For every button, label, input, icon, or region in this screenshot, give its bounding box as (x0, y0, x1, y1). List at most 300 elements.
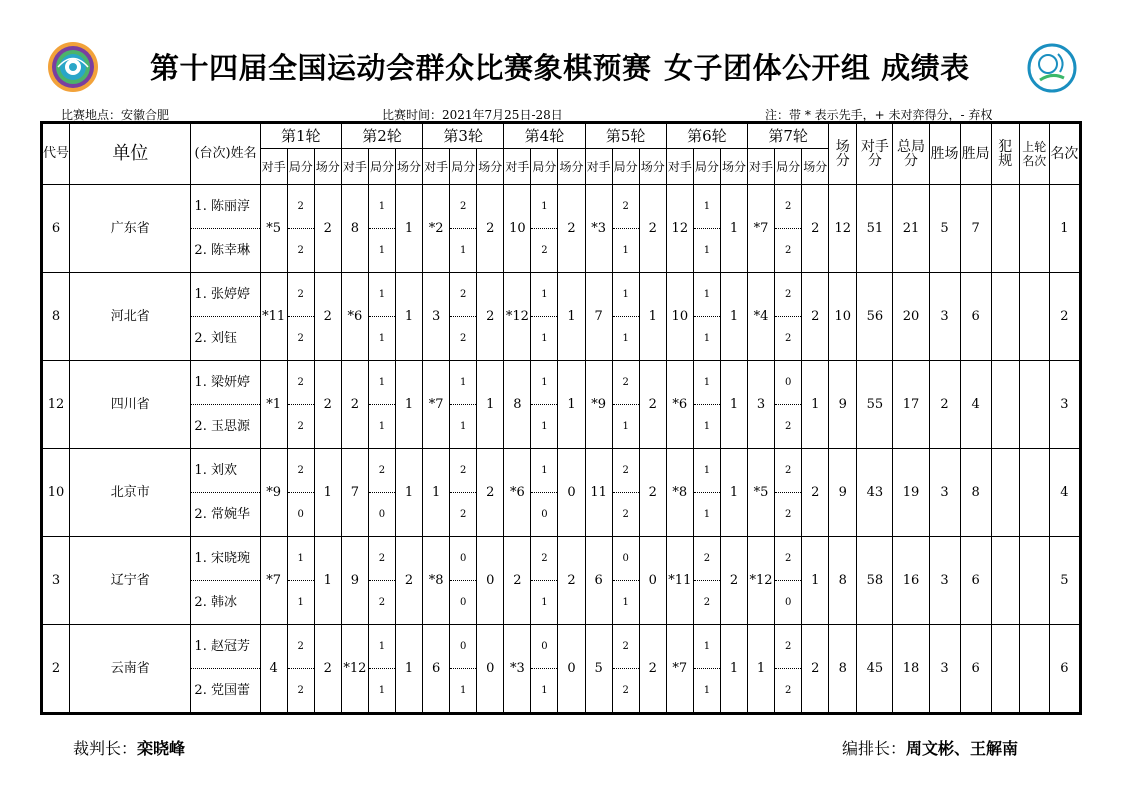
subheader-game-r7: 局分 (775, 149, 802, 185)
player-names (191, 273, 260, 361)
player-1: 1. 梁妍婷 (191, 361, 259, 405)
venue-text: 比赛地点：安徽合肥 (61, 108, 170, 122)
wins-match: 3 (929, 625, 960, 714)
round-game-scores (693, 537, 720, 625)
round-match-points: 1 (802, 537, 829, 625)
board-1-score: 2 (369, 537, 395, 581)
board-1-score: 2 (613, 625, 639, 669)
board-2-score: 2 (784, 245, 792, 256)
round-match-points: 1 (396, 361, 423, 449)
board-2-score: 2 (460, 333, 467, 344)
board-1-score: 2 (288, 273, 314, 317)
team-code: 2 (42, 625, 70, 714)
round-game-scores (531, 273, 558, 361)
team-row (42, 273, 1081, 361)
team-unit: 四川省 (70, 361, 191, 449)
opponent-score: 43 (857, 449, 893, 537)
team-unit: 云南省 (70, 625, 191, 714)
subheader-game-r5: 局分 (612, 149, 639, 185)
team-row (42, 361, 1081, 449)
header-code: 代号 (42, 123, 70, 185)
round-match-points: 2 (314, 185, 341, 273)
header-match-total: 场分 (829, 123, 857, 185)
header-rank: 名次 (1049, 123, 1080, 185)
round-match-points: 2 (396, 537, 423, 625)
round-game-scores (775, 185, 802, 273)
chess-association-logo (1026, 42, 1078, 94)
rank: 5 (1049, 537, 1080, 625)
board-1-score: 2 (288, 625, 314, 669)
game-total: 20 (893, 273, 929, 361)
round-opponent: 11 (585, 449, 612, 537)
fouls (991, 185, 1019, 273)
round-match-points: 2 (639, 625, 666, 714)
board-2-score: 2 (297, 421, 304, 432)
subheader-opp-r6: 对手 (666, 149, 693, 185)
round-match-points: 1 (802, 361, 829, 449)
board-1-score: 2 (288, 449, 314, 493)
round-game-scores (450, 361, 477, 449)
round-opponent: 5 (585, 625, 612, 714)
round-match-points: 2 (314, 361, 341, 449)
board-2-score: 2 (784, 421, 792, 432)
round-game-scores (287, 185, 314, 273)
board-1-score: 2 (613, 449, 639, 493)
header-game-total: 总局分 (893, 123, 929, 185)
header-round-6: 第6轮 (666, 123, 747, 149)
team-row (42, 449, 1081, 537)
round-game-scores (450, 625, 477, 714)
team-unit: 辽宁省 (70, 537, 191, 625)
arbiter-name: 周文彬、王解南 (906, 739, 1019, 758)
header-fouls: 犯规 (991, 123, 1019, 185)
round-match-points: 1 (720, 273, 747, 361)
subheader-opp-r3: 对手 (423, 149, 450, 185)
round-game-scores (693, 361, 720, 449)
round-game-scores (287, 361, 314, 449)
legend-note: 注：带 * 表示先手，+ 未对弈得分，- 弃权 (765, 108, 993, 122)
time-text: 比赛时间：2021年7月25日-28日 (382, 108, 563, 122)
round-game-scores (531, 361, 558, 449)
round-opponent: *7 (748, 185, 775, 273)
board-1-score: 1 (288, 537, 314, 581)
board-1-score: 1 (613, 273, 639, 317)
round-game-scores (450, 273, 477, 361)
round-opponent: *8 (423, 537, 450, 625)
round-opponent: *3 (504, 625, 531, 714)
round-game-scores (531, 625, 558, 714)
round-game-scores (450, 449, 477, 537)
board-2-score: 2 (297, 245, 304, 256)
round-match-points: 2 (639, 185, 666, 273)
round-opponent: *6 (341, 273, 368, 361)
round-game-scores (368, 361, 395, 449)
round-match-points: 1 (720, 625, 747, 714)
game-total: 17 (893, 361, 929, 449)
round-opponent: 2 (504, 537, 531, 625)
subheader-match-r6: 场分 (720, 149, 747, 185)
board-2-score: 0 (297, 509, 304, 520)
round-match-points: 1 (396, 273, 423, 361)
subheader-game-r3: 局分 (450, 149, 477, 185)
round-opponent: 12 (666, 185, 693, 273)
team-unit: 北京市 (70, 449, 191, 537)
player-names (191, 449, 260, 537)
subheader-match-r1: 场分 (314, 149, 341, 185)
board-1-score: 2 (450, 185, 476, 229)
subheader-match-r3: 场分 (477, 149, 504, 185)
header-round-3: 第3轮 (423, 123, 504, 149)
board-1-score: 1 (531, 273, 557, 317)
rank: 3 (1049, 361, 1080, 449)
game-total: 18 (893, 625, 929, 714)
board-2-score: 2 (541, 245, 548, 256)
round-game-scores (775, 449, 802, 537)
team-unit: 河北省 (70, 273, 191, 361)
round-game-scores (612, 449, 639, 537)
header-opp-total: 对手分 (857, 123, 893, 185)
player-1: 1. 宋晓琬 (191, 537, 259, 581)
board-1-score: 0 (531, 625, 557, 669)
board-1-score: 2 (775, 449, 801, 493)
round-game-scores (531, 537, 558, 625)
subheader-opp-r1: 对手 (260, 149, 287, 185)
player-1: 1. 刘欢 (191, 449, 259, 493)
header-prev-rank: 上轮名次 (1019, 123, 1049, 185)
board-2-score: 1 (622, 333, 629, 344)
round-match-points: 0 (558, 449, 585, 537)
board-1-score: 1 (694, 625, 720, 669)
header-round-5: 第5轮 (585, 123, 666, 149)
prev-rank (1019, 625, 1049, 714)
wins-game: 6 (960, 537, 991, 625)
round-match-points: 2 (639, 449, 666, 537)
round-opponent: 3 (748, 361, 775, 449)
round-opponent: *4 (748, 273, 775, 361)
board-2-score: 1 (378, 333, 386, 344)
wins-game: 6 (960, 625, 991, 714)
header-round-1: 第1轮 (260, 123, 341, 149)
fouls (991, 537, 1019, 625)
header-round-7: 第7轮 (748, 123, 829, 149)
round-opponent: *7 (423, 361, 450, 449)
board-2-score: 2 (622, 509, 629, 520)
round-game-scores (531, 449, 558, 537)
board-2-score: 1 (541, 597, 548, 608)
round-match-points: 1 (558, 273, 585, 361)
player-2: 2. 韩冰 (194, 595, 237, 610)
arbiter-label: 编排长： (842, 739, 907, 758)
round-opponent: 8 (504, 361, 531, 449)
round-match-points: 1 (314, 449, 341, 537)
round-match-points: 2 (477, 273, 504, 361)
board-1-score: 1 (531, 361, 557, 405)
round-opponent: 6 (423, 625, 450, 714)
round-opponent: 8 (341, 185, 368, 273)
round-game-scores (450, 185, 477, 273)
round-match-points: 2 (314, 625, 341, 714)
board-1-score: 1 (450, 361, 476, 405)
wins-match: 5 (929, 185, 960, 273)
match-total: 10 (829, 273, 857, 361)
game-total: 21 (893, 185, 929, 273)
round-game-scores (612, 273, 639, 361)
round-match-points: 1 (396, 625, 423, 714)
subheader-game-r2: 局分 (368, 149, 395, 185)
player-2: 2. 党国蕾 (194, 683, 250, 698)
board-1-score: 2 (450, 273, 476, 317)
round-opponent: *1 (260, 361, 287, 449)
round-game-scores (775, 361, 802, 449)
round-opponent: *8 (666, 449, 693, 537)
board-1-score: 2 (369, 449, 395, 493)
round-opponent: *3 (585, 185, 612, 273)
opponent-score: 45 (857, 625, 893, 714)
round-game-scores (612, 537, 639, 625)
subheader-opp-r5: 对手 (585, 149, 612, 185)
player-names (191, 361, 260, 449)
player-1: 1. 张婷婷 (191, 273, 259, 317)
header-wins-match: 胜场 (929, 123, 960, 185)
board-1-score: 2 (450, 449, 476, 493)
wins-game: 4 (960, 361, 991, 449)
subheader-opp-r4: 对手 (504, 149, 531, 185)
opponent-score: 55 (857, 361, 893, 449)
board-2-score: 1 (622, 421, 629, 432)
round-game-scores (612, 361, 639, 449)
national-games-logo (46, 40, 100, 94)
round-match-points: 1 (314, 537, 341, 625)
round-opponent: *7 (260, 537, 287, 625)
board-1-score: 2 (694, 537, 720, 581)
round-opponent: 1 (423, 449, 450, 537)
board-2-score: 2 (784, 509, 792, 520)
round-game-scores (612, 625, 639, 714)
player-2: 2. 玉思源 (194, 419, 250, 434)
round-match-points: 2 (639, 361, 666, 449)
match-total: 9 (829, 449, 857, 537)
round-game-scores (775, 273, 802, 361)
round-game-scores (693, 185, 720, 273)
rank: 2 (1049, 273, 1080, 361)
subheader-opp-r2: 对手 (341, 149, 368, 185)
wins-game: 8 (960, 449, 991, 537)
round-opponent: *11 (666, 537, 693, 625)
round-match-points: 2 (314, 273, 341, 361)
round-match-points: 1 (558, 361, 585, 449)
subheader-match-r2: 场分 (396, 149, 423, 185)
board-1-score: 1 (694, 449, 720, 493)
round-match-points: 1 (720, 361, 747, 449)
prev-rank (1019, 537, 1049, 625)
round-match-points: 2 (558, 185, 585, 273)
header-round-2: 第2轮 (341, 123, 422, 149)
board-2-score: 2 (784, 333, 792, 344)
round-match-points: 1 (396, 449, 423, 537)
board-2-score: 1 (378, 245, 386, 256)
player-names (191, 185, 260, 273)
round-match-points: 1 (477, 361, 504, 449)
board-2-score: 1 (460, 685, 467, 696)
prev-rank (1019, 273, 1049, 361)
board-2-score: 2 (378, 597, 386, 608)
board-2-score: 1 (460, 421, 467, 432)
board-2-score: 0 (541, 509, 548, 520)
prev-rank (1019, 449, 1049, 537)
rank: 6 (1049, 625, 1080, 714)
round-opponent: *9 (585, 361, 612, 449)
round-match-points: 0 (558, 625, 585, 714)
board-2-score: 1 (622, 245, 629, 256)
team-code: 3 (42, 537, 70, 625)
team-row (42, 185, 1081, 273)
round-opponent: *5 (260, 185, 287, 273)
wins-match: 2 (929, 361, 960, 449)
board-1-score: 1 (694, 273, 720, 317)
match-total: 9 (829, 361, 857, 449)
board-2-score: 1 (703, 421, 711, 432)
board-2-score: 0 (378, 509, 386, 520)
wins-game: 6 (960, 273, 991, 361)
referee (73, 736, 185, 759)
board-1-score: 2 (288, 185, 314, 229)
round-match-points: 2 (802, 273, 829, 361)
board-2-score: 2 (297, 333, 304, 344)
board-2-score: 1 (297, 597, 304, 608)
team-code: 10 (42, 449, 70, 537)
match-total: 8 (829, 625, 857, 714)
wins-match: 3 (929, 449, 960, 537)
board-1-score: 2 (288, 361, 314, 405)
board-1-score: 0 (450, 625, 476, 669)
round-match-points: 2 (802, 449, 829, 537)
wins-match: 3 (929, 537, 960, 625)
team-code: 12 (42, 361, 70, 449)
board-2-score: 1 (622, 597, 629, 608)
board-1-score: 1 (694, 185, 720, 229)
board-2-score: 1 (703, 685, 711, 696)
player-2: 2. 刘钰 (194, 331, 237, 346)
wins-match: 3 (929, 273, 960, 361)
header-round-4: 第4轮 (504, 123, 585, 149)
round-game-scores (287, 273, 314, 361)
round-match-points: 1 (639, 273, 666, 361)
board-2-score: 1 (703, 509, 711, 520)
header-name: (台次)姓名 (191, 123, 260, 185)
wins-game: 7 (960, 185, 991, 273)
board-2-score: 1 (541, 421, 548, 432)
round-game-scores (775, 625, 802, 714)
fouls (991, 361, 1019, 449)
team-unit: 广东省 (70, 185, 191, 273)
header-wins-game: 胜局 (960, 123, 991, 185)
opponent-score: 58 (857, 537, 893, 625)
board-1-score: 2 (775, 537, 801, 581)
player-1: 1. 陈丽淳 (191, 185, 259, 229)
board-1-score: 0 (775, 361, 801, 405)
round-game-scores (287, 449, 314, 537)
rank: 1 (1049, 185, 1080, 273)
board-2-score: 1 (703, 245, 711, 256)
board-2-score: 2 (460, 509, 467, 520)
title-sub: 女子团体公开组 成绩表 (664, 51, 970, 85)
board-2-score: 1 (703, 333, 711, 344)
round-opponent: *7 (666, 625, 693, 714)
player-names (191, 537, 260, 625)
team-row (42, 537, 1081, 625)
round-match-points: 2 (477, 449, 504, 537)
round-match-points: 0 (477, 537, 504, 625)
round-game-scores (450, 537, 477, 625)
round-game-scores (368, 449, 395, 537)
board-2-score: 2 (784, 685, 792, 696)
board-2-score: 1 (378, 421, 386, 432)
round-match-points: 1 (396, 185, 423, 273)
board-1-score: 2 (775, 185, 801, 229)
player-2: 2. 常婉华 (194, 507, 250, 522)
board-1-score: 1 (369, 361, 395, 405)
board-2-score: 0 (784, 597, 792, 608)
round-opponent: *12 (341, 625, 368, 714)
round-opponent: 1 (748, 625, 775, 714)
board-1-score: 1 (369, 625, 395, 669)
round-game-scores (693, 449, 720, 537)
round-game-scores (368, 273, 395, 361)
subheader-game-r1: 局分 (287, 149, 314, 185)
subheader-match-r5: 场分 (639, 149, 666, 185)
game-total: 16 (893, 537, 929, 625)
board-2-score: 2 (703, 597, 711, 608)
fouls (991, 625, 1019, 714)
round-game-scores (368, 625, 395, 714)
round-opponent: 2 (341, 361, 368, 449)
title-main: 第十四届全国运动会群众比赛象棋预赛 (150, 51, 652, 85)
round-game-scores (368, 185, 395, 273)
rank: 4 (1049, 449, 1080, 537)
round-match-points: 2 (720, 537, 747, 625)
game-total: 19 (893, 449, 929, 537)
opponent-score: 56 (857, 273, 893, 361)
round-opponent: 9 (341, 537, 368, 625)
round-match-points: 0 (639, 537, 666, 625)
subheader-game-r4: 局分 (531, 149, 558, 185)
subheader-match-r4: 场分 (558, 149, 585, 185)
round-match-points: 2 (477, 185, 504, 273)
round-opponent: 3 (423, 273, 450, 361)
referee-label: 裁判长： (73, 739, 138, 758)
subheader-match-r7: 场分 (802, 149, 829, 185)
fouls (991, 449, 1019, 537)
round-opponent: *12 (504, 273, 531, 361)
board-2-score: 1 (541, 685, 548, 696)
round-game-scores (287, 625, 314, 714)
round-game-scores (531, 185, 558, 273)
round-match-points: 1 (720, 449, 747, 537)
prev-rank (1019, 185, 1049, 273)
arbiter (842, 736, 1018, 759)
board-2-score: 1 (541, 333, 548, 344)
results-table (40, 121, 1082, 715)
round-game-scores (368, 537, 395, 625)
round-game-scores (775, 537, 802, 625)
board-2-score: 2 (622, 685, 629, 696)
round-game-scores (693, 273, 720, 361)
round-opponent: 7 (341, 449, 368, 537)
team-row (42, 625, 1081, 714)
round-opponent: 10 (666, 273, 693, 361)
subheader-opp-r7: 对手 (748, 149, 775, 185)
player-2: 2. 陈幸琳 (194, 243, 250, 258)
